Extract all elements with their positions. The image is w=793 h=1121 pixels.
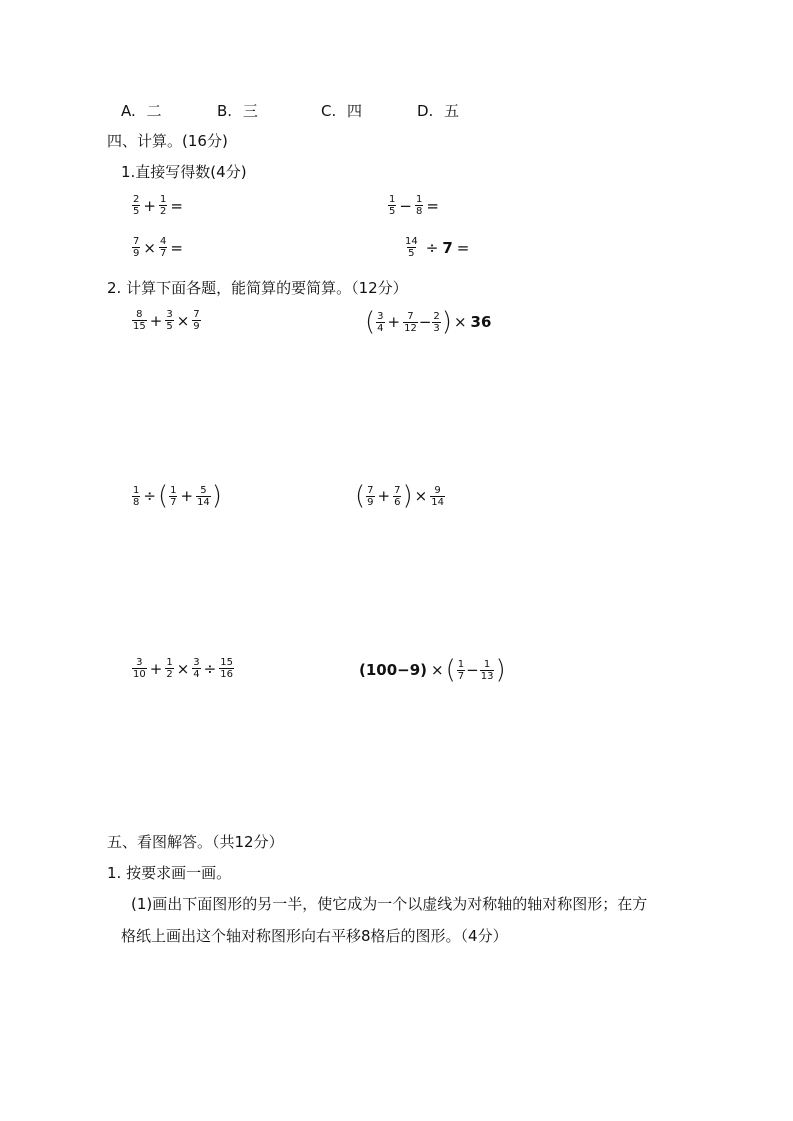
q5-1-title: 1. 按要求画一画。 bbox=[107, 864, 232, 882]
fraction: $\frac{3}{4}$ bbox=[377, 310, 384, 334]
section-4-title: 四、计算。(16分) bbox=[107, 132, 228, 150]
option-text: 五 bbox=[444, 102, 460, 120]
option-d bbox=[417, 100, 459, 121]
section-5-title: 五、看图解答。（共12分） bbox=[107, 833, 284, 851]
fraction: $\frac{7}{12}$ bbox=[404, 310, 417, 334]
fraction: $\frac{9}{14}$ bbox=[431, 484, 444, 508]
fraction: $\frac{8}{15}$ bbox=[133, 309, 146, 332]
fraction: $\frac{5}{14}$ bbox=[197, 484, 210, 508]
fraction: $\frac{7}{9}$ bbox=[367, 484, 374, 508]
option-a bbox=[121, 100, 162, 121]
fraction: $\frac{7}{9}$ bbox=[193, 309, 200, 332]
q2-expr-4: ( $\frac{7}{9}$ + $\frac{7}{6}$ ) × $\frac{9}{14}$ bbox=[355, 481, 444, 511]
option-b bbox=[217, 100, 258, 121]
fraction: $\frac{1}{2}$ bbox=[166, 657, 173, 680]
option-text: 二 bbox=[146, 102, 162, 120]
fraction: $\frac{1}{2}$ bbox=[159, 194, 167, 217]
q2-title: 2. 计算下面各题，能简算的要简算。（12分） bbox=[107, 279, 408, 297]
option-letter: B. bbox=[217, 102, 233, 120]
option-c bbox=[321, 100, 362, 121]
fraction: $\frac{1}{8}$ bbox=[133, 484, 140, 508]
fraction: $\frac{1}{7}$ bbox=[457, 658, 465, 682]
q1-item-3: $\frac{7}{9}$ × $\frac{4}{7}$ = bbox=[133, 236, 183, 259]
fraction: $\frac{3}{4}$ bbox=[193, 657, 200, 680]
q2-expr-2: ( $\frac{3}{4}$ + $\frac{7}{12}$ − $\frac{2}{3}$ ) × 36 bbox=[365, 307, 492, 337]
q2-expr-5: $\frac{3}{10}$ + $\frac{1}{2}$ × $\frac{3}{4}$ ÷ $\frac{15}{16}$ bbox=[133, 657, 233, 680]
fraction: $\frac{1}{8}$ bbox=[415, 194, 423, 217]
fraction: $\frac{15}{16}$ bbox=[220, 657, 233, 680]
fraction: $\frac{3}{10}$ bbox=[133, 657, 146, 680]
q1-title: 1.直接写得数(4分) bbox=[121, 163, 247, 181]
option-text: 四 bbox=[347, 102, 363, 120]
fraction: $\frac{1}{13}$ bbox=[480, 658, 494, 682]
fraction: $\frac{3}{5}$ bbox=[166, 309, 173, 332]
fraction: $\frac{1}{7}$ bbox=[170, 484, 177, 508]
fraction: $\frac{7}{9}$ bbox=[133, 236, 140, 259]
fraction: $\frac{4}{7}$ bbox=[159, 236, 167, 259]
q5-1-instruction-line-1: (1)画出下面图形的另一半，使它成为一个以虚线为对称轴的轴对称图形；在方 bbox=[131, 895, 648, 913]
q2-expr-6: (100−9) × ( $\frac{1}{7}$ − $\frac{1}{13}$ ) bbox=[359, 655, 506, 685]
fraction: $\frac{2}{5}$ bbox=[133, 194, 140, 217]
q5-1-instruction-line-2: 格纸上画出这个轴对称图形向右平移8格后的图形。（4分） bbox=[121, 927, 508, 945]
fraction: $\frac{2}{3}$ bbox=[433, 310, 440, 334]
q1-item-1: $\frac{2}{5}$ + $\frac{1}{2}$ = bbox=[133, 194, 183, 217]
q1-item-2: $\frac{1}{5}$ − $\frac{1}{8}$ = bbox=[389, 194, 439, 217]
option-text: 三 bbox=[242, 102, 258, 120]
option-letter: C. bbox=[321, 102, 337, 120]
q1-item-4: $\frac{14}{5}$ ÷ 7 = bbox=[405, 236, 470, 259]
option-letter: D. bbox=[417, 102, 434, 120]
fraction: $\frac{1}{5}$ bbox=[389, 194, 396, 217]
option-letter: A. bbox=[121, 102, 136, 120]
fraction: $\frac{14}{5}$ bbox=[405, 236, 418, 259]
q2-expr-3: $\frac{1}{8}$ ÷ ( $\frac{1}{7}$ + $\frac{5}{14}$ ) bbox=[133, 481, 222, 511]
q2-expr-1: $\frac{8}{15}$ + $\frac{3}{5}$ × $\frac{7}{9}$ bbox=[133, 309, 200, 332]
fraction: $\frac{7}{6}$ bbox=[394, 484, 401, 508]
